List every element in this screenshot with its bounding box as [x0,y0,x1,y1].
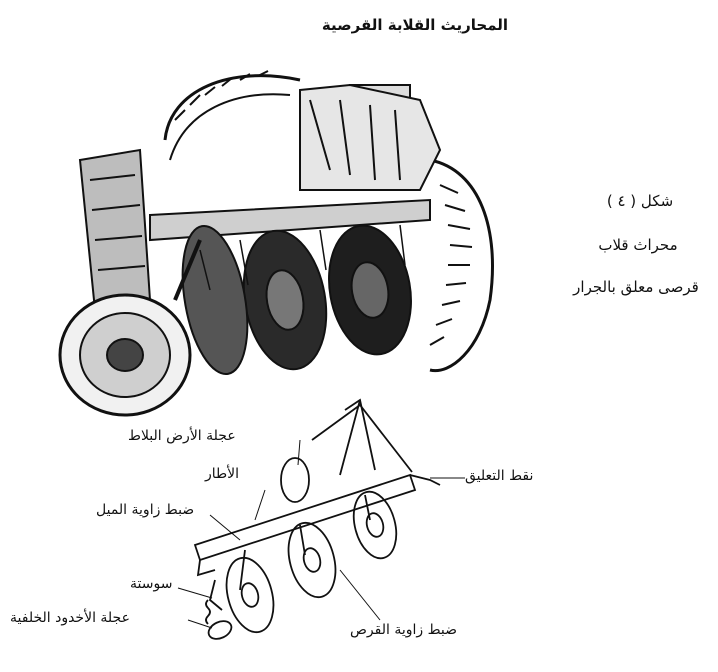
label-tilt-adjust: ضبط زاوية الميل [96,502,195,518]
figure-caption-line3: قرصى معلق بالجرار [573,278,699,296]
label-hitch-points: نقط التعليق [465,468,534,484]
label-land-wheel: عجلة الأرض البلاط [128,428,236,444]
label-frame: الأطار [205,466,240,482]
figure-caption-line1: شكل ( ٤ ) [606,192,674,210]
label-rear-furrow-wheel: عجلة الأخدود الخلفية [10,610,130,626]
label-disc-angle-adjust: ضبط زاوية القرص [350,622,458,638]
label-spring: سوستة [130,576,173,592]
figure-caption-line2: محراث قلاب [598,236,678,254]
page-title: المحاريث القلابة القرصية [321,16,509,34]
